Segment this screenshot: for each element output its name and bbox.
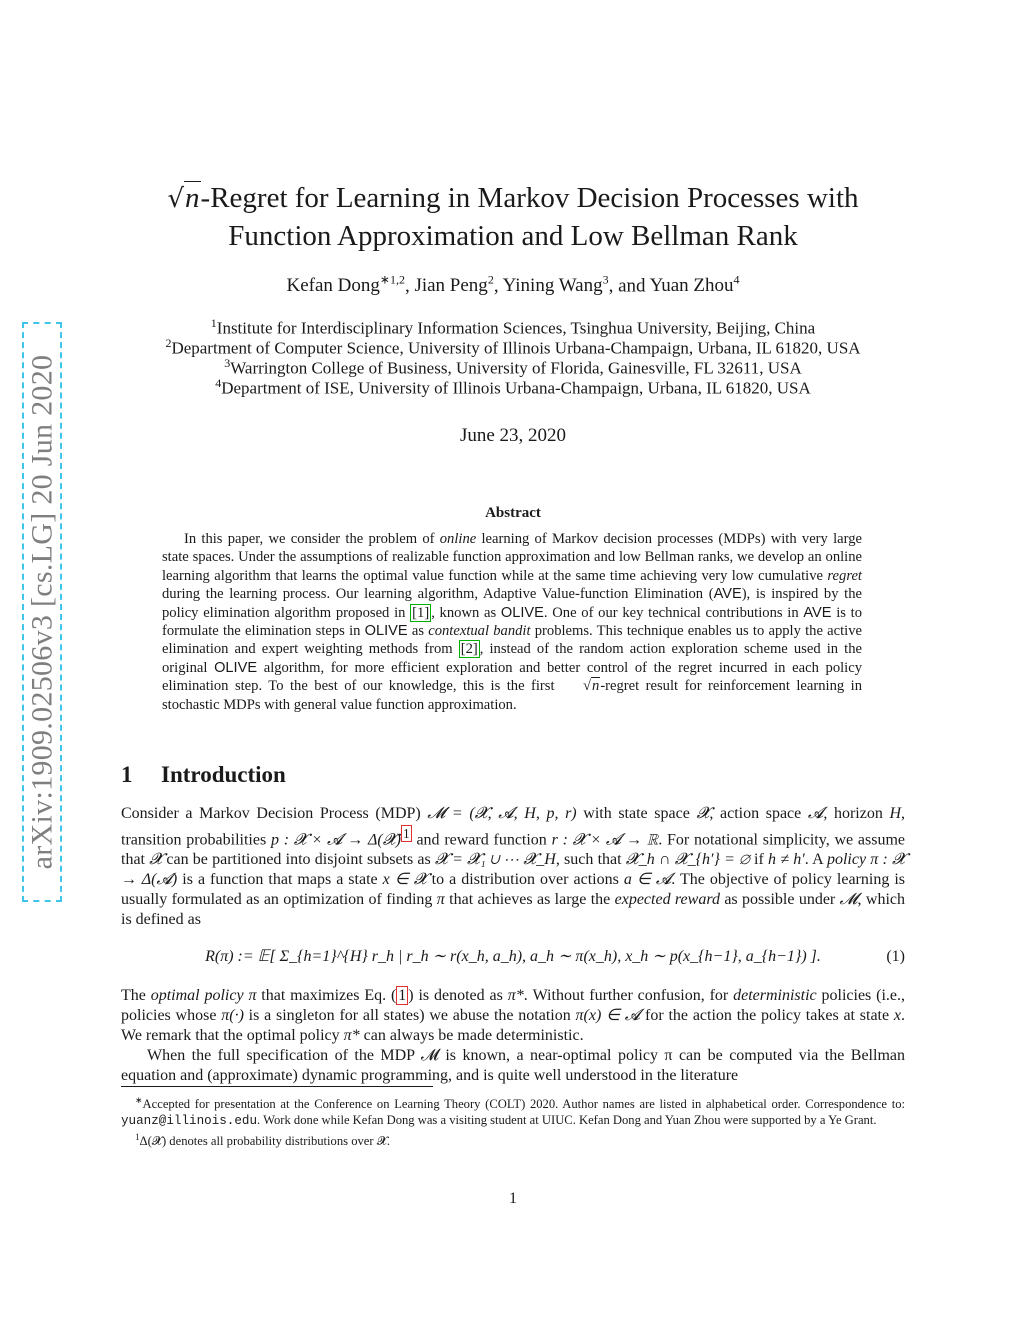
title-line-1: √n-Regret for Learning in Markov Decision Processes with	[121, 180, 905, 218]
paper-title	[121, 180, 905, 255]
author: Yuan Zhou$^4$	[649, 273, 740, 297]
title-line-2: Function Approximation and Low Bellman Rank	[228, 220, 798, 252]
affiliation: $^3$Warrington College of Business, University of Florida, Gainesville, FL 32611, USA	[224, 356, 802, 378]
footnote-rule	[121, 1086, 433, 1087]
paragraph: When the full specification of the MDP 𝓜 is known, a near-optimal policy π can be computed via the Bellman equation and (approximate) dynamic programming, and is quite well understood in the literature	[121, 1047, 905, 1085]
equation-number: (1)	[886, 948, 905, 966]
footnote: $^1$Δ(𝓧) denotes all probability distributions over 𝓧.	[135, 1132, 391, 1149]
equation-expression: R(π) := 𝔼[ Σ_{h=1}^{H} r_h | r_h ∼ r(x_h, a_h), a_h ∼ π(x_h), x_h ∼ p(x_{h−1}, a_{h−1}) ].	[205, 948, 821, 966]
paragraph: The optimal policy π that maximizes Eq. ( 1 ) is denoted as π*. Without further confusion, for deterministic policies (i.e., policies whose π(·) is a singleton for all states) we abuse the notation π(x) ∈ 𝓐 for the action the policy takes at state x. We remark that the optimal policy π* can always be made deterministic.	[121, 987, 906, 1045]
affiliation: $^1$Institute for Interdisciplinary Information Sciences, Tsinghua University, Beijing, China	[210, 316, 816, 338]
author: Jian Peng$^2$	[414, 273, 494, 297]
introduction-body	[121, 804, 905, 1086]
arxiv-stamp	[22, 322, 62, 902]
paragraph: Consider a Markov Decision Process (MDP) 𝓜 = (𝓧, 𝓐, H, p, r) with state space 𝓧, action space 𝓐, horizon H, transition probabilities p : 𝓧 × 𝓐 → Δ(𝓧) $^1$ and reward function r : 𝓧 × 𝓐 → ℝ. For notational simplicity, we assume that 𝓧 can be partitioned into disjoint subsets as 𝓧 = 𝓧₁ ∪ ⋯ 𝓧_H, such that 𝓧_h ∩ 𝓧_{h′} = ∅ if h ≠ h′. A policy π : 𝓧 → Δ(𝓐) is a function that maps a state x ∈ 𝓧 to a distribution over actions a ∈ 𝓐. The objective of policy learning is usually formulated as an optimization of finding π that achieves as large the expected reward as possible under 𝓜, which is defined as	[121, 805, 906, 929]
footnote: ∗Accepted for presentation at the Conference on Learning Theory (COLT) 2020. Author names are listed in alphabetical order. Correspondence to: yuanz@illinois.edu. Work done while Kefan Dong was a visiting student at UIUC. Kefan Dong and Yuan Zhou were supported by a Ye Grant.	[121, 1095, 905, 1129]
abstract-body: In this paper, we consider the problem of online learning of Markov decision processes (MDPs) with very large state spaces. Under the assumptions of realizable function approximation and low Bellman ranks, we develop an online learning algorithm that learns the optimal value function while at the same time achieving very low cumulative regret during the learning process. Our learning algorithm, Adaptive Value-function Elimination (AVE), is inspired by the policy elimination algorithm proposed in [1] , known as OLIVE. One of our key technical contributions in AVE is to formulate the elimination steps in OLIVE as contextual bandit problems. This technique enables us to apply the active elimination and expert weighting methods from [2] , instead of the random action exploration scheme used in the original OLIVE algorithm, for more efficient exploration and better control of the regret incurred in each policy elimination step. To the best of our knowledge, this is the first √n-regret result for reinforcement learning in stochastic MDPs with general value function approximation.	[162, 531, 863, 713]
email-link[interactable]: yuanz@illinois.edu	[121, 1114, 258, 1129]
sqrt-n: √n	[167, 182, 200, 214]
section-heading-introduction: 1 Introduction	[121, 762, 286, 787]
author: Kefan Dong$^{∗1,2}$	[286, 273, 405, 297]
footnote-link[interactable]: 1	[403, 826, 410, 841]
paper-date: June 23, 2020	[459, 425, 567, 446]
affiliation: $^4$Department of ISE, University of Illinois Urbana-Champaign, Urbana, IL 61820, USA	[215, 376, 811, 398]
affiliation: $^2$Department of Computer Science, University of Illinois Urbana-Champaign, Urbana, IL 61820, USA	[165, 336, 861, 358]
author-list: Kefan Dong$^{∗1,2}$, Jian Peng$^2$, Yining Wang$^3$, and Yuan Zhou$^4$	[286, 273, 740, 297]
footnotes	[121, 1092, 905, 1149]
citation-link[interactable]: [1]	[412, 604, 430, 621]
page-number: 1	[509, 1190, 517, 1207]
sqrt-n-inline: √n	[583, 678, 600, 695]
citation-link[interactable]: [2]	[460, 641, 478, 658]
equation-1	[121, 942, 905, 972]
equation-link[interactable]: 1	[398, 987, 407, 1005]
author: Yining Wang$^3$	[502, 273, 609, 297]
arxiv-stamp-text: arXiv:1909.02506v3 [cs.LG] 20 Jun 2020	[25, 354, 58, 870]
abstract-heading: Abstract	[485, 505, 541, 521]
